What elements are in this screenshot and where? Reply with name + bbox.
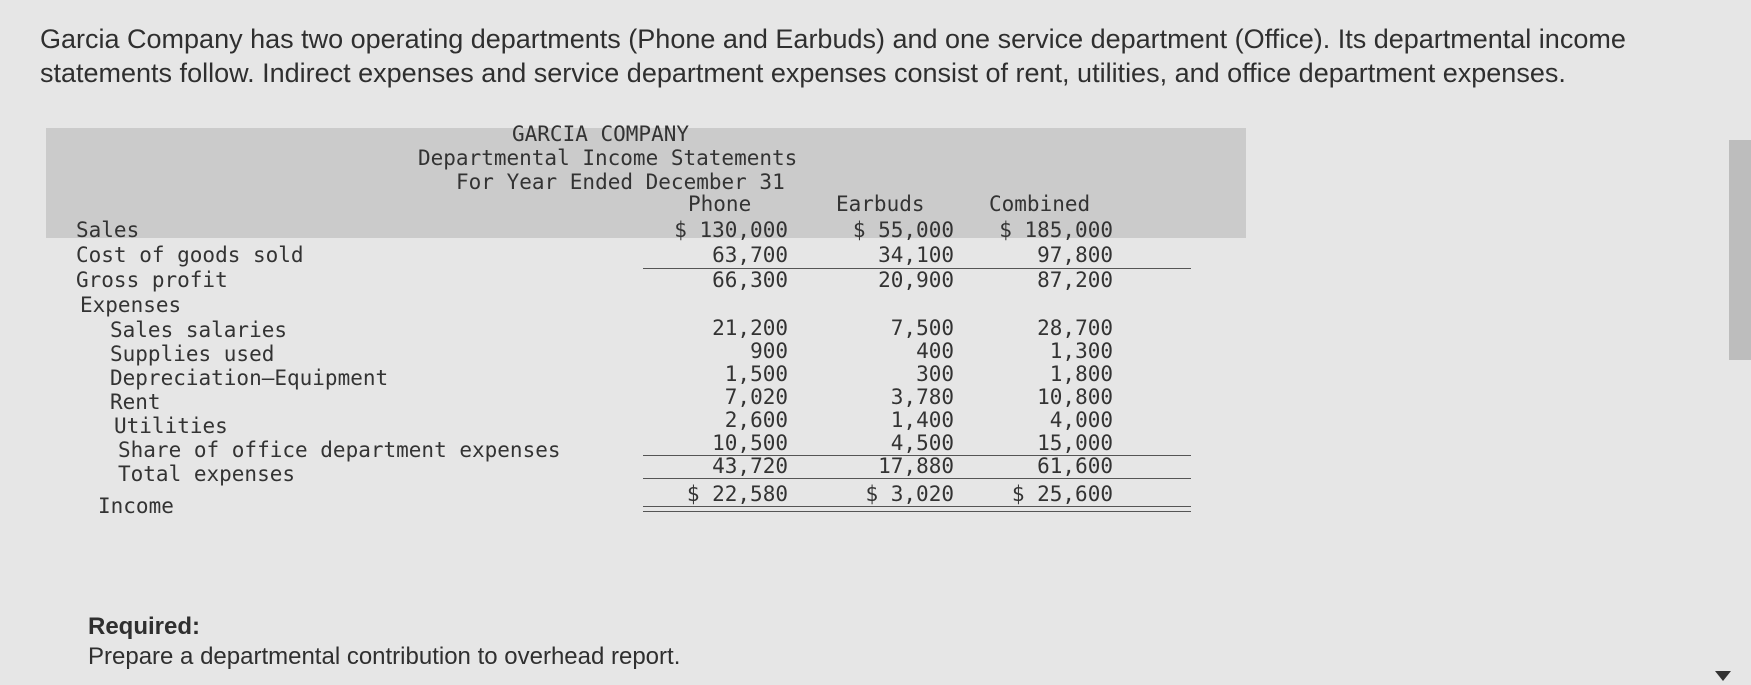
column-head-earbuds: Earbuds	[836, 192, 925, 216]
cell-sales-salaries-combined: 28,700	[1037, 316, 1113, 340]
cell-sales-earbuds: $ 55,000	[852, 218, 954, 242]
cell-total-expenses-phone: 43,720	[712, 454, 788, 478]
row-label-office-share: Share of office department expenses	[118, 438, 561, 462]
cell-utilities-phone: 2,600	[724, 408, 788, 432]
problem-intro	[40, 22, 1700, 90]
company-name: GARCIA COMPANY	[512, 122, 690, 146]
cell-supplies-phone: 900	[750, 339, 788, 363]
cell-gross-profit-combined: 87,200	[1037, 268, 1113, 292]
row-label-sales: Sales	[76, 218, 140, 242]
cell-sales-phone: $ 130,000	[674, 218, 788, 242]
cell-office-share-phone: 10,500	[712, 431, 788, 455]
cell-cogs-phone: 63,700	[712, 243, 788, 267]
row-label-supplies-used: Supplies used	[110, 342, 275, 366]
cell-cogs-earbuds: 34,100	[878, 243, 954, 267]
cell-income-combined: $ 25,600	[1011, 482, 1113, 506]
cell-office-share-combined: 15,000	[1037, 431, 1113, 455]
cell-rent-phone: 7,020	[724, 385, 788, 409]
income-statement-table	[46, 122, 1246, 578]
row-label-income: Income	[98, 494, 174, 518]
cell-income-phone: $ 22,580	[686, 482, 788, 506]
cell-depreciation-phone: 1,500	[724, 362, 788, 386]
cell-supplies-earbuds: 400	[916, 339, 954, 363]
cell-office-share-earbuds: 4,500	[890, 431, 954, 455]
cell-sales-combined: $ 185,000	[999, 218, 1113, 242]
required-text: Prepare a departmental contribution to overhead report.	[88, 643, 681, 670]
row-label-expenses: Expenses	[80, 293, 182, 317]
statement-period: For Year Ended December 31	[456, 170, 785, 194]
cell-total-expenses-earbuds: 17,880	[878, 454, 954, 478]
chevron-down-icon[interactable]	[1715, 671, 1731, 681]
row-label-cogs: Cost of goods sold	[76, 243, 304, 267]
cell-sales-salaries-earbuds: 7,500	[890, 316, 954, 340]
page-scrollbar[interactable]	[1729, 140, 1751, 360]
cell-income-earbuds: $ 3,020	[865, 482, 954, 506]
row-label-utilities: Utilities	[114, 414, 228, 438]
required-section	[88, 612, 680, 672]
cell-gross-profit-earbuds: 20,900	[878, 268, 954, 292]
cell-cogs-combined: 97,800	[1037, 243, 1113, 267]
cell-depreciation-combined: 1,800	[1049, 362, 1113, 386]
cell-rent-earbuds: 3,780	[890, 385, 954, 409]
cell-depreciation-earbuds: 300	[916, 362, 954, 386]
row-label-rent: Rent	[110, 390, 161, 414]
column-head-phone: Phone	[688, 192, 752, 216]
statement-title: Departmental Income Statements	[418, 146, 798, 170]
column-head-combined: Combined	[989, 192, 1091, 216]
cell-supplies-combined: 1,300	[1049, 339, 1113, 363]
cell-utilities-combined: 4,000	[1049, 408, 1113, 432]
cell-gross-profit-phone: 66,300	[712, 268, 788, 292]
row-label-gross-profit: Gross profit	[76, 268, 228, 292]
cell-total-expenses-combined: 61,600	[1037, 454, 1113, 478]
row-label-depreciation: Depreciation—Equipment	[110, 366, 389, 390]
double-underline-income	[643, 506, 1191, 512]
row-label-sales-salaries: Sales salaries	[110, 318, 288, 342]
row-label-total-expenses: Total expenses	[118, 462, 296, 486]
cell-rent-combined: 10,800	[1037, 385, 1113, 409]
cell-sales-salaries-phone: 21,200	[712, 316, 788, 340]
cell-utilities-earbuds: 1,400	[890, 408, 954, 432]
intro-line-2: statements follow. Indirect expenses and service department expenses consist of rent, utilities, and office department expenses.	[40, 58, 1566, 88]
subtotal-rule-income	[643, 478, 1191, 479]
intro-line-1: Garcia Company has two operating departments (Phone and Earbuds) and one service department (Office). Its departmental income	[40, 24, 1626, 54]
required-title: Required:	[88, 613, 201, 640]
